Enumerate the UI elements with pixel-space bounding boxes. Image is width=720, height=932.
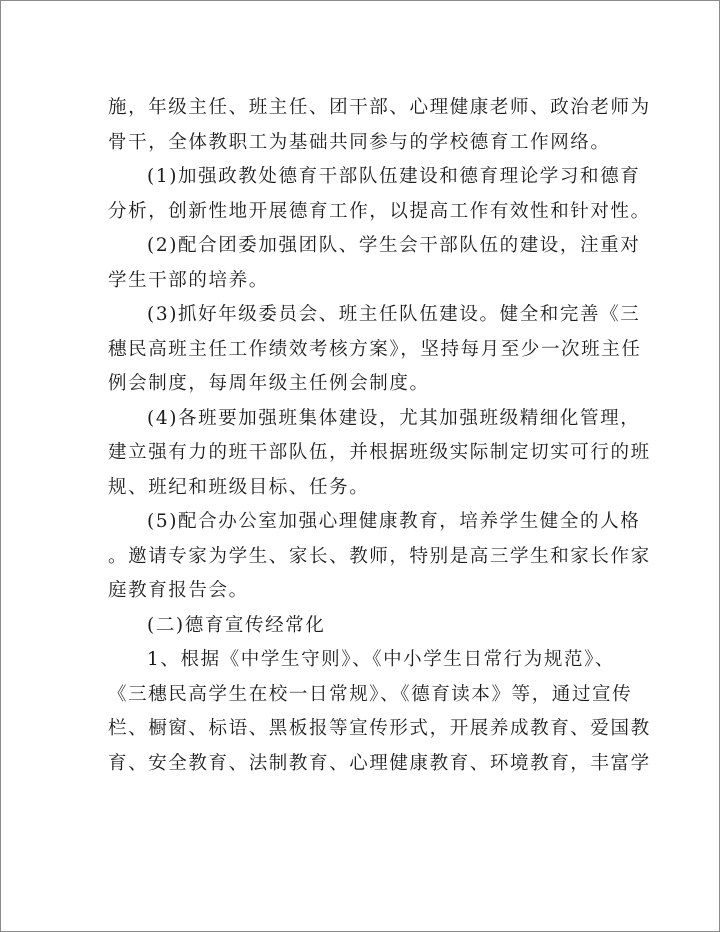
paragraph-first-line: (4)各班要加强班集体建设，尤其加强班级精细化管理， — [147, 407, 641, 429]
text-line: 庭教育报告会。 — [108, 580, 249, 601]
paragraph-first-line: (2)配合团委加强团队、学生会干部队伍的建设，注重对 — [147, 235, 641, 256]
text-line: 学生干部的培养。 — [108, 269, 269, 291]
paragraph-first-line: (3)抓好年级委员会、班主任队伍建设。健全和完善《三 — [147, 304, 641, 325]
text-line: 规、班纪和班级目标、任务。 — [108, 476, 370, 498]
text-line: 栏、橱窗、标语、黑板报等宣传形式，开展养成教育、爱国教 — [108, 718, 651, 739]
paragraph-first-line: 1、根据《中学生守则》、《中小学生日常行为规范》、 — [147, 649, 616, 670]
paragraph-first-line: (1)加强政教处德育干部队伍建设和德育理论学习和德育 — [147, 166, 641, 187]
text-line: 施，年级主任、班主任、团干部、心理健康老师、政治老师为 — [108, 97, 651, 118]
text-line: 育、安全教育、法制教育、心理健康教育、环境教育，丰富学 — [108, 752, 651, 774]
text-line: 例会制度，每周年级主任例会制度。 — [108, 373, 430, 394]
paragraph-first-line: (5)配合办公室加强心理健康教育，培养学生健全的人格 — [147, 511, 641, 532]
text-line: 。邀请专家为学生、家长、教师，特别是高三学生和家长作家 — [108, 545, 651, 567]
text-line: 建立强有力的班干部队伍，并根据班级实际制定切实可行的班 — [108, 442, 651, 463]
text-line: 穗民高班主任工作绩效考核方案》，坚持每月至少一次班主任 — [108, 338, 642, 360]
text-line: 分析，创新性地开展德育工作，以提高工作有效性和针对性。 — [108, 200, 651, 222]
text-line: 《三穗民高学生在校一日常规》、《德育读本》等，通过宣传 — [108, 683, 633, 705]
paragraph-first-line: (二)德育宣传经常化 — [147, 614, 326, 636]
text-line: 骨干，全体教职工为基础共同参与的学校德育工作网络。 — [108, 131, 611, 153]
document-body — [108, 91, 651, 781]
